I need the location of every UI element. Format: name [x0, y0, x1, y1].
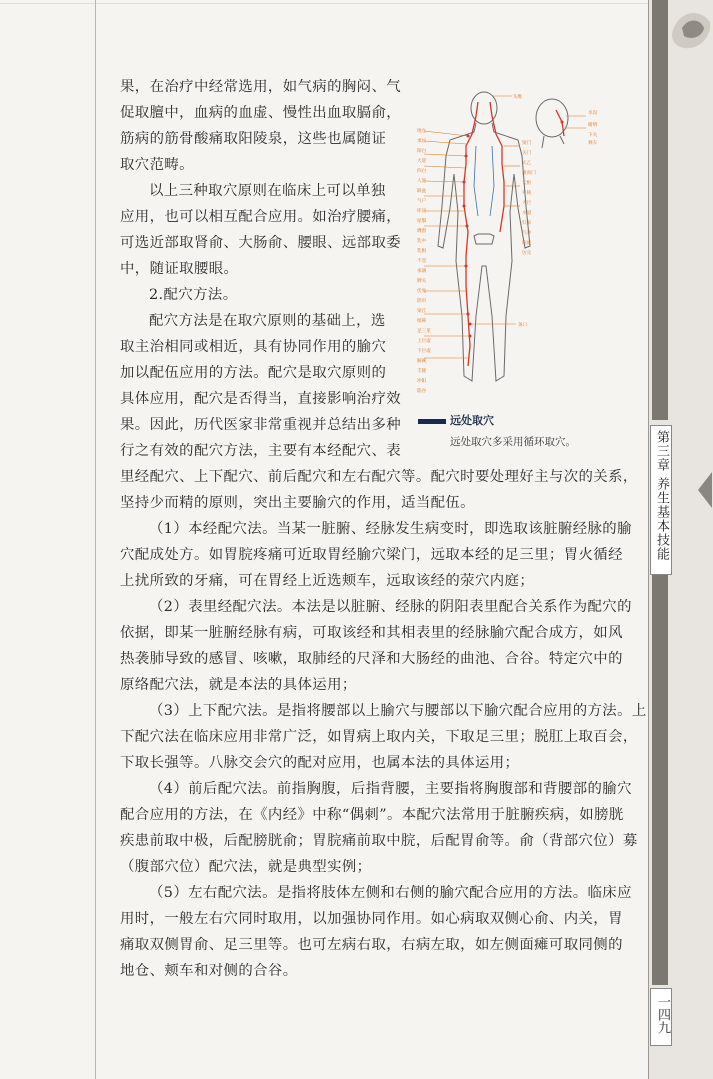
figure-title-text: 远处取穴: [450, 414, 494, 427]
text-line: 坚持少而精的原则，突出主要腧穴的作用，适当配伍。: [120, 495, 475, 511]
acupoint-label: 丰隆: [417, 369, 427, 374]
text-line: 中，随证取腰眼。: [120, 261, 239, 277]
text-line: 以上三种取穴原则在临床上可以单独: [149, 183, 386, 199]
text-line: 行之有效的配穴方法，主要有本经配穴、表: [120, 443, 402, 459]
acupoint-label: 不容: [417, 259, 427, 264]
text-line: 痛取双侧胃俞、足三里等。也可左病右取，右病左取，如左侧面瘫可取同侧的: [120, 937, 623, 953]
acupoint-label: 归来: [522, 221, 532, 226]
acupoint-label: 膺窗: [417, 229, 427, 234]
acupoint-label: 上巨虚: [417, 339, 431, 344]
text-line: 应用，也可以相互配合应用。如治疗腰痛，: [120, 209, 402, 225]
figure-caption-subtitle: 远处取穴多采用循环取穴。: [450, 436, 576, 448]
text-line: 下配穴法在临床应用非常广泛，如胃病上取内关，下取足三里；脱肛上取百会，: [120, 729, 638, 745]
acupoint-label: 条口: [518, 323, 528, 328]
acupoint-label: 天枢: [522, 181, 532, 186]
acupoint-figure: [416, 86, 634, 401]
text-line: （2）表里经配穴法。本法是以脏腑、经脉的阴阳表里配合关系作为配穴的: [149, 599, 632, 615]
text-line: 疾患前取中极，后配膀胱俞；胃脘痛前取中脘，后配胃俞等。俞（背部穴位）募: [120, 833, 638, 849]
text-line: 上扰所致的牙痛，可在胃经上近选颊车，远取该经的荥穴内庭；: [120, 573, 535, 589]
acupoint-label: 下关: [588, 133, 598, 138]
acupoint-label: 乳中: [417, 239, 427, 244]
acupoint-label: 四白: [417, 169, 427, 174]
acupoint-label: 外陵: [522, 191, 532, 196]
thumb-index-strip-top: [652, 0, 668, 420]
acupoint-label: 梁门: [522, 141, 532, 146]
acupoint-label: 水道: [522, 211, 532, 216]
text-line: 地仓、颊车和对侧的合谷。: [120, 963, 298, 979]
acupoint-label: 关门: [522, 151, 532, 156]
thumb-index-strip-bottom: [652, 575, 668, 985]
acupoint-label: 颊车: [588, 141, 598, 146]
text-line: 取穴范畴。: [120, 157, 194, 173]
text-line: （5）左右配穴法。是指将肢体左侧和右侧的腧穴配合应用的方法。临床应: [149, 885, 632, 901]
page-number: 一四九: [655, 995, 670, 1034]
figure-caption-title: [418, 412, 638, 428]
acupoint-label: 冲阳: [417, 379, 427, 384]
acupoint-label: 陷谷: [417, 389, 427, 394]
acupoint-label: 乳根: [417, 249, 427, 254]
acupoint-label: 阳白: [417, 149, 427, 154]
acupoint-label: 承泣: [417, 139, 427, 144]
text-line: 用时，一般左右穴同时取用，以加强协同作用。如心病取双侧心俞、内关，胃: [120, 911, 623, 927]
text-line: （4）前后配穴法。前指胸腹，后指背腰，主要指将胸腹部和背腰部的腧穴: [149, 781, 632, 797]
top-edge-line: [0, 3, 713, 4]
chapter-pointer-tab: [698, 472, 712, 508]
acupoint-label: 足三里: [417, 329, 431, 334]
text-line: 原络配穴法，就是本法的具体运用；: [120, 677, 357, 693]
acupoint-label: 下巨虚: [417, 349, 431, 354]
text-line: 可选近部取肾俞、大肠俞、腰眼、远部取委: [120, 235, 402, 251]
text-line: （3）上下配穴法。是指将腰部以上腧穴与腰部以下腧穴配合应用的方法。上: [149, 703, 647, 719]
acupoint-label: 水沟: [588, 111, 598, 116]
page-number-box: [650, 988, 672, 1046]
acupoint-label: 大迎: [417, 159, 427, 164]
text-line: 加以配伍应用的方法。配穴是取穴原则的: [120, 365, 387, 381]
caption-bar: [418, 419, 446, 424]
acupoint-label: 滑肉门: [522, 171, 536, 176]
acupoint-label: 内庭: [522, 241, 532, 246]
acupoint-label: 太乙: [522, 161, 532, 166]
acupoint-label: 伏兔: [417, 289, 427, 294]
text-line: 里经配穴、上下配穴、前后配穴和左右配穴等。配穴时要处理好主与次的关系，: [120, 469, 638, 485]
acupoint-label: 承满: [417, 269, 427, 274]
left-margin-line: [95, 0, 96, 1079]
text-line: 果，在治疗中经常选用，如气病的胸闷、气: [120, 79, 402, 95]
acupoint-label: 睛明: [588, 123, 598, 128]
decorative-corner-ornament: [668, 0, 713, 70]
acupoint-label: 大巨: [522, 201, 532, 206]
figure-caption: [418, 412, 638, 449]
text-line: 配合应用的方法，在《内经》中称“偶刺”。本配穴法常用于脏腑疾病，如膀胱: [120, 807, 624, 823]
text-line: 热袭肺导致的感冒、咳嗽，取肺经的尺泽和大肠经的曲池、合谷。特定穴中的: [120, 651, 623, 667]
chapter-tab-label: 第三章 养生基本技能: [654, 430, 669, 562]
acupoint-label: 梁丘: [417, 309, 427, 314]
acupoint-label: 解溪: [417, 359, 427, 364]
text-line: 促取膻中，血病的血虚、慢性出血取膈俞，: [120, 105, 402, 121]
acupoint-label: 髀关: [417, 279, 427, 284]
acupoint-label: 头维: [513, 95, 523, 100]
text-line: 筋病的筋骨酸痛取阳陵泉，这些也属随证: [120, 131, 387, 147]
text-line: 果。因此，历代医家非常重视并总结出多种: [120, 417, 402, 433]
acupoint-label: 屋翳: [417, 219, 427, 224]
text-line: 取主治相同或相近，具有协同作用的腧穴: [120, 339, 387, 355]
text-line: 配穴方法是在取穴原则的基础上，选: [149, 313, 386, 329]
acupoint-label: 库房: [417, 209, 427, 214]
text-line: 穴配成处方。如胃脘疼痛可近取胃经腧穴梁门，远取本经的足三里；胃火循经: [120, 547, 623, 563]
acupoint-label: 阴市: [417, 299, 427, 304]
section-heading: 2.配穴方法。: [149, 287, 238, 303]
acupoint-label: 气冲: [522, 231, 532, 236]
text-line: 具体应用，配穴是否得当，直接影响治疗效: [120, 391, 402, 407]
acupoint-label: 犊鼻: [417, 319, 427, 324]
chapter-tab: [650, 425, 672, 575]
text-line: 下取长强等。八脉交会穴的配对应用，也属本法的具体运用；: [120, 755, 520, 771]
text-column-full: [120, 464, 647, 984]
acupoint-label: 气户: [417, 199, 427, 204]
text-line: 依据，即某一脏腑经脉有病，可取该经和其相表里的经脉腧穴配合成方，如风: [120, 625, 623, 641]
text-column-upper: [120, 74, 410, 464]
acupoint-label: 人迎: [417, 179, 427, 184]
acupoint-label: 厉兑: [522, 251, 532, 256]
text-line: （1）本经配穴法。当某一脏腑、经脉发生病变时，即选取该脏腑经脉的腧: [149, 521, 632, 537]
acupoint-label: 地仓: [417, 129, 427, 134]
text-line: （腹部穴位）配穴法，就是典型实例；: [120, 859, 372, 875]
acupoint-label: 缺盆: [417, 189, 427, 194]
